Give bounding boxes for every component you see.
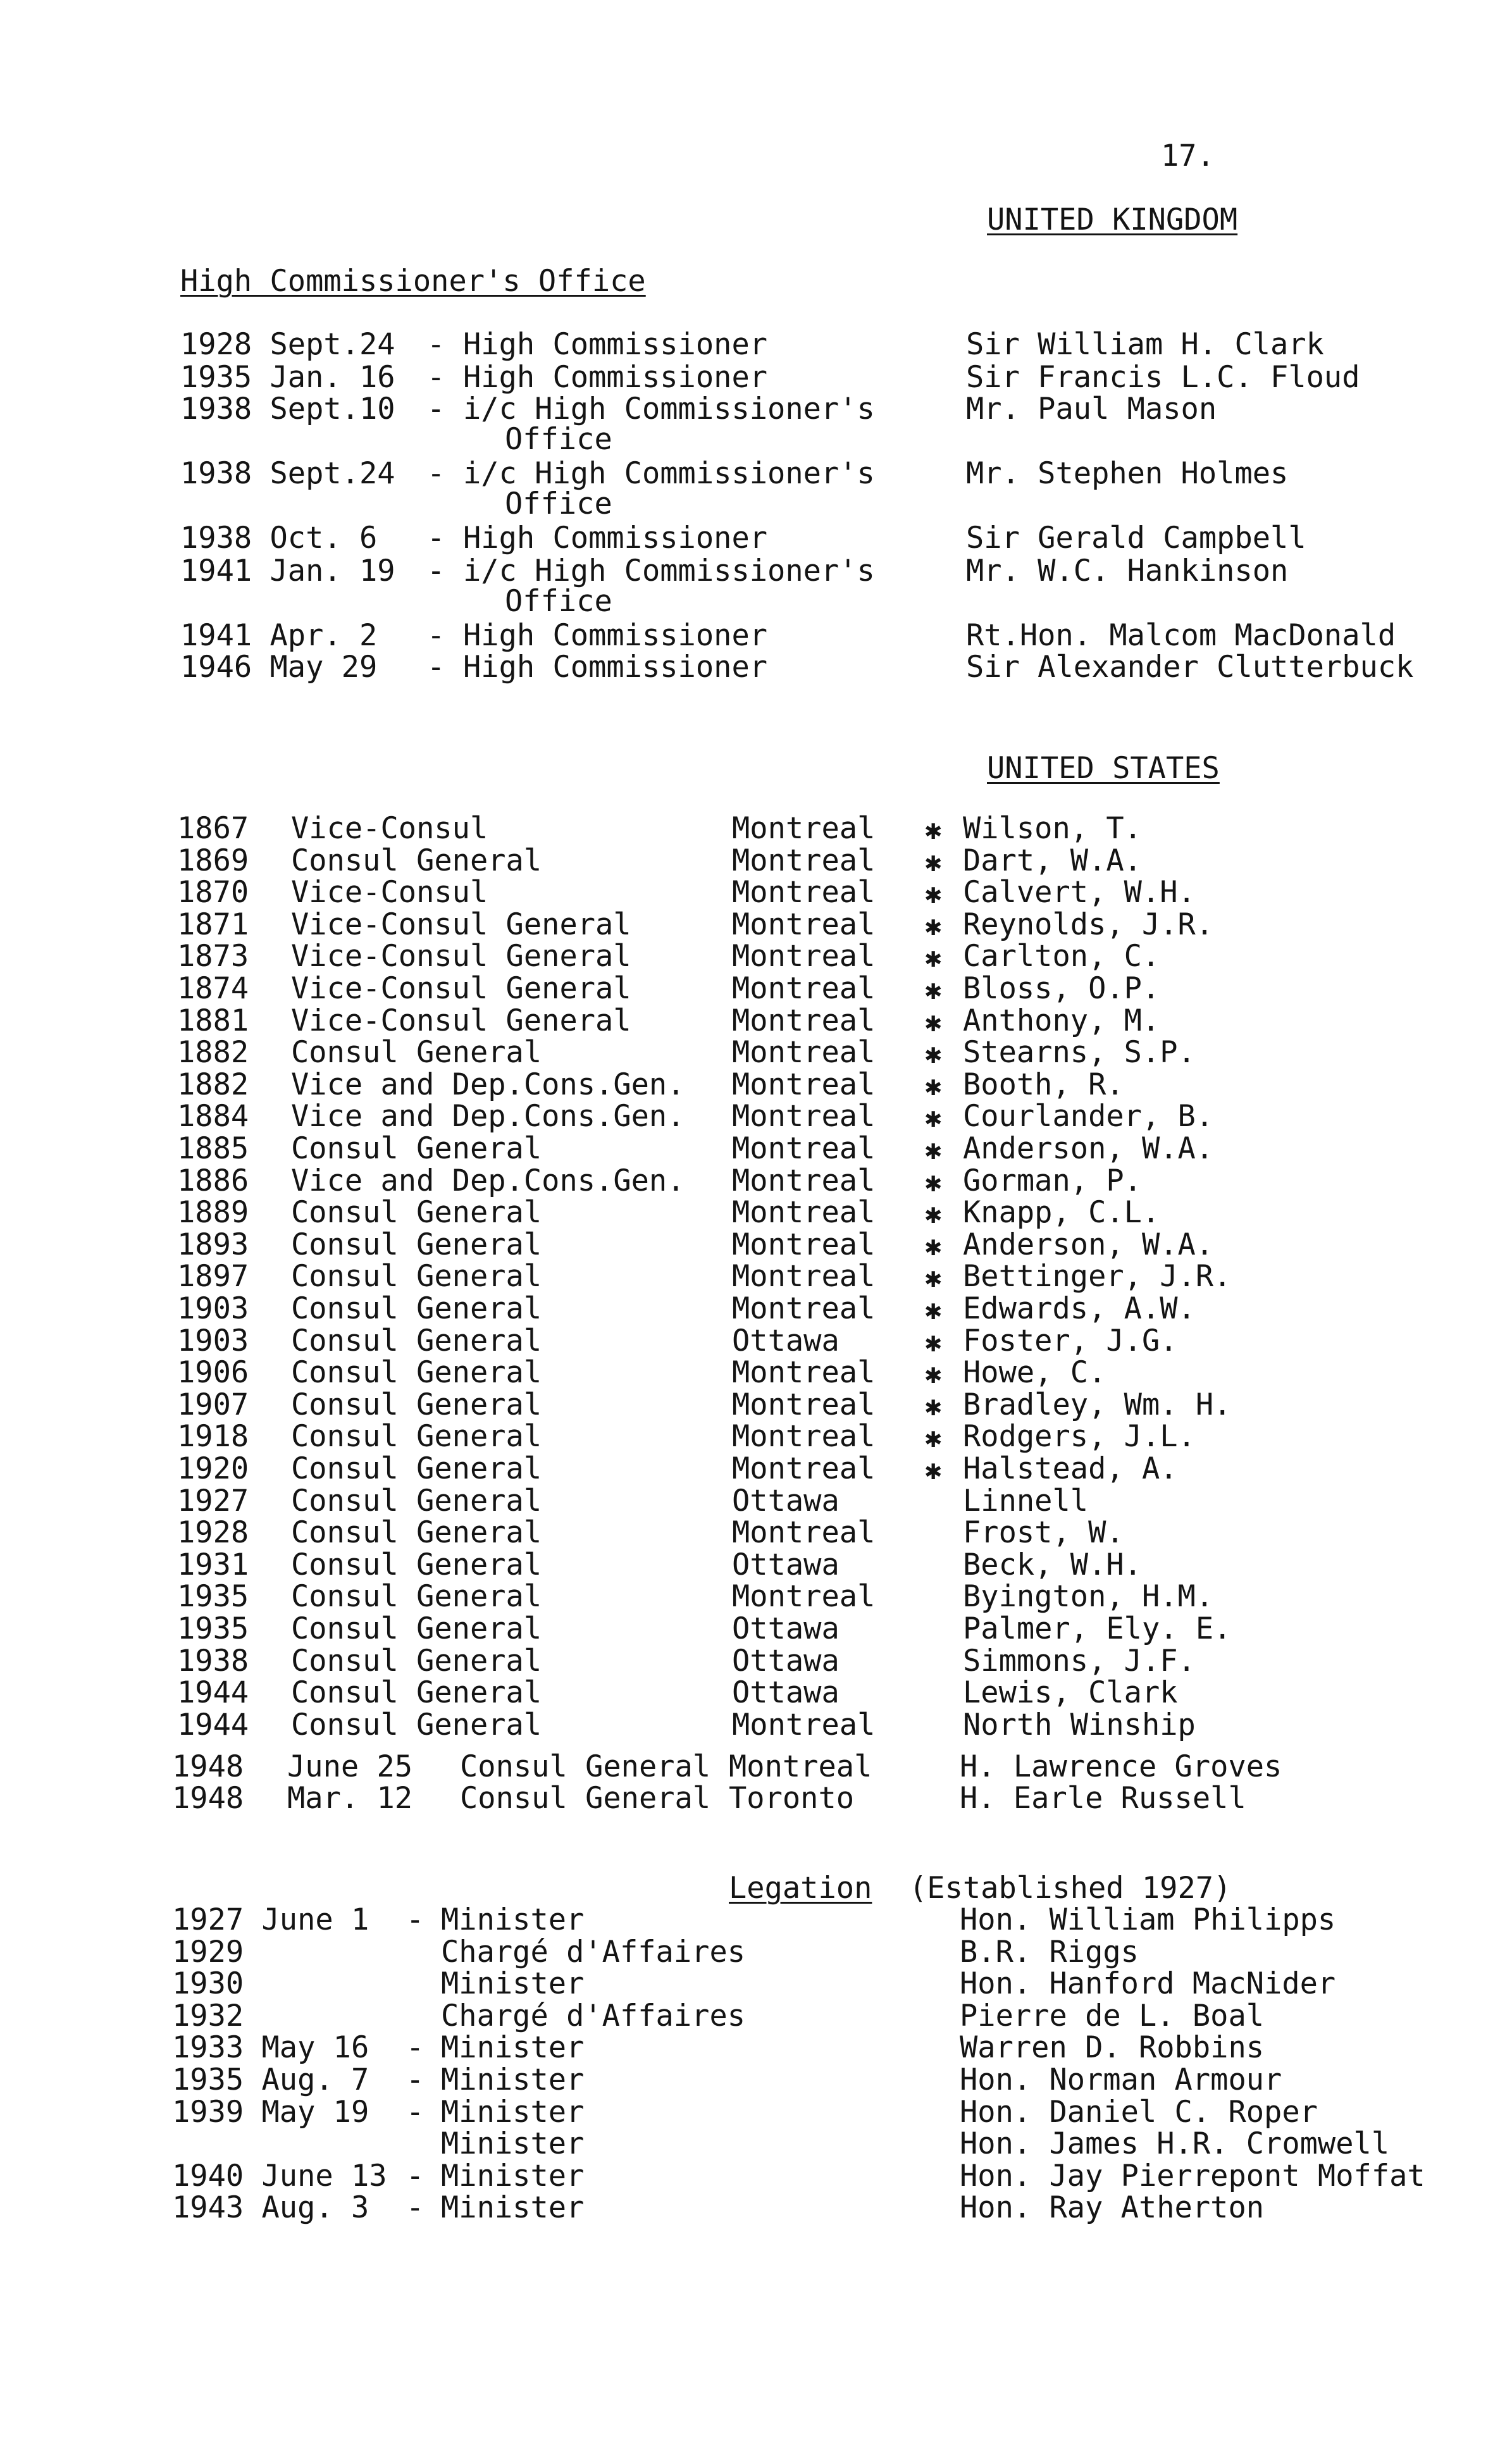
consul-name: H. Lawrence Groves (960, 1749, 1282, 1784)
uk-row-dash: - (427, 554, 445, 588)
consul-title: Consul General (291, 1227, 542, 1262)
star-icon: ✱ (925, 1134, 942, 1166)
star-icon: ✱ (925, 1198, 942, 1231)
legation-date: 1940 June 13 (172, 2158, 387, 2193)
consul-city: Ottawa (732, 1483, 840, 1518)
consul-title: Vice and Dep.Cons.Gen. (291, 1067, 685, 1102)
consul-title: Consul General (291, 1131, 542, 1166)
legation-established: (Established 1927) (909, 1871, 1232, 1906)
consul-year: 1874 (177, 971, 249, 1006)
consul-name: Courlander, B. (963, 1099, 1214, 1134)
uk-row-title: High Commissioner (463, 521, 768, 555)
legation-date: 1929 (172, 1934, 244, 1969)
consul-year: 1885 (177, 1131, 249, 1166)
consul-title: Consul General (291, 1675, 542, 1711)
consul-title: Consul General (291, 1451, 542, 1486)
consul-title: Consul General (291, 1035, 542, 1070)
consul-name: Bettinger, J.R. (963, 1259, 1232, 1294)
consul-year: 1873 (177, 939, 249, 974)
legation-dash: - (406, 2190, 424, 2226)
uk-row-title-cont: Office (505, 487, 612, 521)
consul-title: Vice-Consul (291, 811, 488, 846)
consul-title: Consul General (291, 1387, 542, 1422)
uk-row-name: Sir Francis L.C. Floud (966, 360, 1360, 395)
consul-year: 1871 (177, 907, 249, 942)
consul-name: Rodgers, J.L. (963, 1419, 1196, 1454)
consul-name: Lewis, Clark (963, 1675, 1178, 1711)
consul-year: 1948 (172, 1749, 244, 1784)
consul-year: 1935 (177, 1611, 249, 1646)
uk-row-date: 1935 Jan. 16 (180, 360, 395, 395)
uk-row-dash: - (427, 392, 445, 426)
uk-row-name: Rt.Hon. Malcom MacDonald (966, 618, 1396, 653)
consul-title: Vice-Consul General (291, 907, 631, 942)
uk-row-date: 1941 Apr. 2 (180, 618, 378, 653)
uk-row-date: 1928 Sept.24 (180, 327, 395, 362)
consul-title: Vice-Consul General (291, 939, 631, 974)
consul-name: Booth, R. (963, 1067, 1124, 1102)
uk-row-dash: - (427, 521, 445, 555)
consul-name: Stearns, S.P. (963, 1035, 1196, 1070)
consul-city: Montreal (732, 811, 876, 846)
legation-title: Minister (441, 1966, 585, 2002)
star-icon: ✱ (925, 814, 942, 846)
star-icon: ✱ (925, 878, 942, 910)
uk-section-title: High Commissioner's Office (180, 264, 646, 299)
legation-dash: - (406, 1902, 424, 1937)
consul-name: Bloss, O.P. (963, 971, 1160, 1006)
consul-title: Consul General (291, 1355, 542, 1391)
consul-city: Montreal (732, 1579, 876, 1615)
legation-dash: - (406, 2062, 424, 2097)
star-icon: ✱ (925, 1069, 942, 1102)
star-icon: ✱ (925, 1101, 942, 1134)
consul-year: 1889 (177, 1195, 249, 1231)
consul-city: Montreal (732, 1259, 876, 1294)
star-icon: ✱ (925, 1262, 942, 1294)
uk-row-dash: - (427, 618, 445, 653)
star-icon: ✱ (925, 1038, 942, 1070)
consul-city: Montreal (729, 1749, 872, 1784)
uk-row-title: High Commissioner (463, 360, 768, 395)
consul-name: Gorman, P. (963, 1163, 1142, 1198)
consul-year: 1886 (177, 1163, 249, 1198)
consul-year: 1903 (177, 1323, 249, 1358)
legation-title: Minister (441, 2158, 585, 2193)
consul-city: Montreal (732, 843, 876, 878)
consul-city: Montreal (732, 1035, 876, 1070)
uk-row-dash: - (427, 360, 445, 395)
consul-city: Montreal (732, 875, 876, 910)
consul-year: 1918 (177, 1419, 249, 1454)
consul-name: Frost, W. (963, 1515, 1124, 1551)
consul-title: Consul General (291, 1515, 542, 1551)
legation-title: Minister (441, 2094, 585, 2130)
consul-title: Consul General (291, 843, 542, 878)
uk-row-title: High Commissioner (463, 327, 768, 362)
consul-title: Vice and Dep.Cons.Gen. (291, 1099, 685, 1134)
star-icon: ✱ (925, 845, 942, 878)
consul-name: Edwards, A.W. (963, 1291, 1196, 1326)
star-icon: ✱ (925, 1229, 942, 1262)
consul-year: 1944 (177, 1675, 249, 1711)
legation-title: Chargé d'Affaires (441, 1998, 746, 2033)
consul-city: Montreal (732, 1355, 876, 1391)
consul-title: Consul General (460, 1781, 711, 1816)
legation-name: Hon. Ray Atherton (960, 2190, 1265, 2226)
consul-name: Carlton, C. (963, 939, 1160, 974)
consul-city: Montreal (732, 1099, 876, 1134)
uk-heading: UNITED KINGDOM (987, 202, 1238, 237)
legation-name: Hon. Hanford MacNider (960, 1966, 1336, 2002)
uk-row-title: High Commissioner (463, 618, 768, 653)
legation-title: Minister (441, 2062, 585, 2097)
consul-title: Consul General (291, 1259, 542, 1294)
star-icon: ✱ (925, 1422, 942, 1454)
star-icon: ✱ (925, 1454, 942, 1486)
consul-year: 1935 (177, 1579, 249, 1615)
uk-row-date: 1938 Sept.24 (180, 456, 395, 491)
uk-row-title: High Commissioner (463, 650, 768, 685)
uk-row-title-cont: Office (505, 422, 612, 457)
uk-row-date: 1938 Oct. 6 (180, 521, 378, 555)
consul-name: Knapp, C.L. (963, 1195, 1160, 1231)
consul-year: 1938 (177, 1643, 249, 1678)
legation-name: B.R. Riggs (960, 1934, 1139, 1969)
uk-row-dash: - (427, 456, 445, 491)
consul-name: Simmons, J.F. (963, 1643, 1196, 1678)
consul-year: 1882 (177, 1035, 249, 1070)
consul-name: Linnell (963, 1483, 1089, 1518)
legation-date: 1943 Aug. 3 (172, 2190, 369, 2226)
legation-date: 1935 Aug. 7 (172, 2062, 369, 2097)
star-icon: ✱ (925, 1165, 942, 1198)
consul-name: Anderson, W.A. (963, 1227, 1214, 1262)
consul-city: Montreal (732, 1163, 876, 1198)
consul-name: Bradley, Wm. H. (963, 1387, 1232, 1422)
uk-row-name: Mr. Paul Mason (966, 392, 1217, 426)
consul-city: Montreal (732, 1003, 876, 1038)
consul-title: Consul General (291, 1643, 542, 1678)
legation-name: Hon. Jay Pierrepont Moffat (960, 2158, 1425, 2193)
uk-row-date: 1938 Sept.10 (180, 392, 395, 426)
consul-city: Montreal (732, 1195, 876, 1231)
consul-year: 1870 (177, 875, 249, 910)
consul-year: 1867 (177, 811, 249, 846)
uk-row-name: Sir Gerald Campbell (966, 521, 1306, 555)
consul-city: Ottawa (732, 1323, 840, 1358)
consul-city: Montreal (732, 1515, 876, 1551)
consul-title: Vice and Dep.Cons.Gen. (291, 1163, 685, 1198)
consul-city: Montreal (732, 1227, 876, 1262)
consul-title: Consul General (291, 1419, 542, 1454)
consul-name: Byington, H.M. (963, 1579, 1214, 1615)
consul-year: 1869 (177, 843, 249, 878)
consul-year: 1907 (177, 1387, 249, 1422)
legation-heading: Legation (729, 1871, 872, 1906)
legation-title: Minister (441, 2190, 585, 2226)
consul-name: Foster, J.G. (963, 1323, 1178, 1358)
star-icon: ✱ (925, 909, 942, 942)
legation-dash: - (406, 2094, 424, 2130)
consul-name: Wilson, T. (963, 811, 1142, 846)
consul-city: Montreal (732, 1291, 876, 1326)
consul-city: Montreal (732, 1387, 876, 1422)
consul-name: Halstead, A. (963, 1451, 1178, 1486)
legation-date: 1933 May 16 (172, 2030, 369, 2066)
star-icon: ✱ (925, 941, 942, 974)
consul-name: Howe, C. (963, 1355, 1106, 1391)
consul-city: Montreal (732, 939, 876, 974)
consul-title: Consul General (291, 1611, 542, 1646)
consul-title: Consul General (291, 1291, 542, 1326)
legation-dash: - (406, 2158, 424, 2193)
consul-city: Ottawa (732, 1547, 840, 1582)
consul-year: 1944 (177, 1707, 249, 1742)
consul-date: Mar. 12 (287, 1781, 413, 1816)
consul-name: Reynolds, J.R. (963, 907, 1214, 942)
legation-name: Hon. James H.R. Cromwell (960, 2126, 1390, 2162)
uk-row-title: i/c High Commissioner's (463, 456, 875, 491)
uk-row-title: i/c High Commissioner's (463, 392, 875, 426)
consul-year: 1906 (177, 1355, 249, 1391)
consul-city: Montreal (732, 1707, 876, 1742)
consul-title: Vice-Consul (291, 875, 488, 910)
consul-city: Montreal (732, 1419, 876, 1454)
consul-name: North Winship (963, 1707, 1196, 1742)
star-icon: ✱ (925, 1294, 942, 1326)
star-icon: ✱ (925, 1325, 942, 1358)
uk-row-dash: - (427, 650, 445, 685)
legation-dash: - (406, 2030, 424, 2066)
consul-name: Calvert, W.H. (963, 875, 1196, 910)
consul-title: Consul General (291, 1579, 542, 1615)
consul-name: Dart, W.A. (963, 843, 1142, 878)
consul-city: Montreal (732, 907, 876, 942)
consul-year: 1927 (177, 1483, 249, 1518)
legation-date: 1927 June 1 (172, 1902, 369, 1937)
legation-name: Hon. Daniel C. Roper (960, 2094, 1318, 2130)
consul-city: Montreal (732, 1451, 876, 1486)
legation-date: 1930 (172, 1966, 244, 2002)
consul-title: Consul General (291, 1707, 542, 1742)
consul-city: Toronto (729, 1781, 855, 1816)
uk-row-name: Mr. Stephen Holmes (966, 456, 1289, 491)
uk-row-title-cont: Office (505, 584, 612, 619)
legation-date: 1932 (172, 1998, 244, 2033)
legation-name: Hon. William Philipps (960, 1902, 1336, 1937)
legation-name: Pierre de L. Boal (960, 1998, 1265, 2033)
consul-title: Consul General (291, 1483, 542, 1518)
legation-title: Minister (441, 1902, 585, 1937)
legation-title: Minister (441, 2030, 585, 2066)
star-icon: ✱ (925, 1005, 942, 1038)
consul-date: June 25 (287, 1749, 413, 1784)
legation-name: Warren D. Robbins (960, 2030, 1265, 2066)
consul-title: Consul General (460, 1749, 711, 1784)
consul-year: 1928 (177, 1515, 249, 1551)
consul-year: 1884 (177, 1099, 249, 1134)
legation-title: Chargé d'Affaires (441, 1934, 746, 1969)
consul-year: 1931 (177, 1547, 249, 1582)
consul-title: Consul General (291, 1323, 542, 1358)
consul-city: Ottawa (732, 1611, 840, 1646)
consul-name: Palmer, Ely. E. (963, 1611, 1232, 1646)
consul-year: 1948 (172, 1781, 244, 1816)
consul-city: Montreal (732, 971, 876, 1006)
uk-row-date: 1946 May 29 (180, 650, 378, 685)
legation-title: Minister (441, 2126, 585, 2162)
uk-row-name: Mr. W.C. Hankinson (966, 554, 1289, 588)
consul-year: 1903 (177, 1291, 249, 1326)
legation-name: Hon. Norman Armour (960, 2062, 1282, 2097)
consul-title: Consul General (291, 1547, 542, 1582)
uk-row-name: Sir William H. Clark (966, 327, 1324, 362)
consul-year: 1882 (177, 1067, 249, 1102)
us-heading: UNITED STATES (987, 751, 1220, 786)
uk-row-dash: - (427, 327, 445, 362)
consul-city: Ottawa (732, 1675, 840, 1711)
star-icon: ✱ (925, 1389, 942, 1422)
consul-city: Montreal (732, 1067, 876, 1102)
consul-year: 1920 (177, 1451, 249, 1486)
consul-title: Consul General (291, 1195, 542, 1231)
consul-title: Vice-Consul General (291, 1003, 631, 1038)
consul-name: Anderson, W.A. (963, 1131, 1214, 1166)
star-icon: ✱ (925, 1358, 942, 1391)
uk-row-date: 1941 Jan. 19 (180, 554, 395, 588)
consul-city: Ottawa (732, 1643, 840, 1678)
consul-name: Beck, W.H. (963, 1547, 1142, 1582)
consul-city: Montreal (732, 1131, 876, 1166)
consul-year: 1897 (177, 1259, 249, 1294)
consul-name: H. Earle Russell (960, 1781, 1246, 1816)
consul-year: 1881 (177, 1003, 249, 1038)
consul-year: 1893 (177, 1227, 249, 1262)
consul-name: Anthony, M. (963, 1003, 1160, 1038)
uk-row-name: Sir Alexander Clutterbuck (966, 650, 1414, 685)
uk-row-title: i/c High Commissioner's (463, 554, 875, 588)
page-number: 17. (1161, 139, 1215, 173)
star-icon: ✱ (925, 974, 942, 1006)
consul-title: Vice-Consul General (291, 971, 631, 1006)
legation-date: 1939 May 19 (172, 2094, 369, 2130)
